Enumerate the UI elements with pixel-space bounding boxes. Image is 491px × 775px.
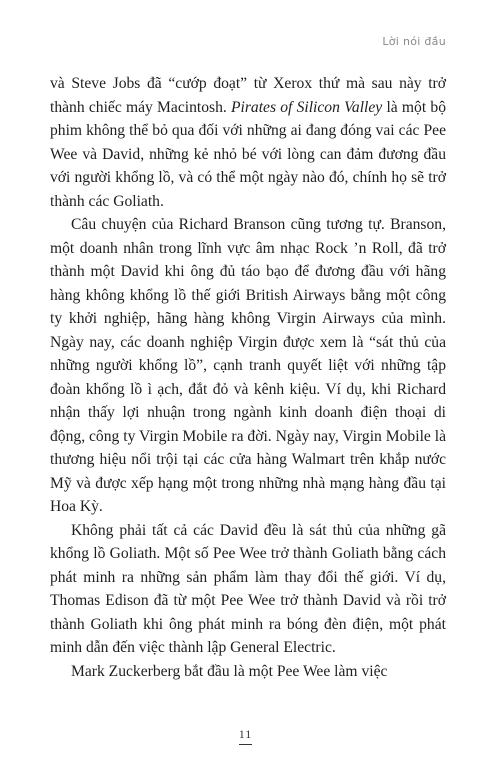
paragraph-1-text-start: và Steve Jobs đã “cướp đoạt” từ Xerox thứ mà sau này trở thành chiếc máy Macintosh.: [50, 75, 446, 116]
paragraph-3: Không phải tất cả các David đều là sát thủ của những gã khổng lồ Goliath. Một số Pee Wee trở thành Goliath bằng cách phát minh ra những sản phẩm làm thay đổi thế giới. Ví dụ, Thomas Edison đã từ một Pee Wee trở thành David và rồi trở thành Goliath khi ông phát minh ra bóng đèn điện, một phát minh dẫn đến việc thành lập General Electric.: [50, 521, 446, 656]
running-head: Lời nói đầu: [382, 35, 446, 48]
paragraph-2: Câu chuyện của Richard Branson cũng tương tự. Branson, một doanh nhân trong lĩnh vực âm nhạc Rock ’n Roll, đã trở thành một David khi ông đủ táo bạo để đương đầu với hãng hàng không khổng lồ thế giới British Airways bằng một công ty khởi nghiệp, hãng hàng không Virgin Airways của mình. Ngày nay, các doanh nghiệp Virgin được xem là “sát thủ của những người khổng lồ”, cạnh tranh quyết liệt với những tập đoàn khổng lồ ì ạch, đắt đỏ và kênh kiệu. Ví dụ, khi Richard nhận thấy lợi nhuận trong ngành kinh doanh điện thoại di động, công ty Virgin Mobile ra đời. Ngày nay, Virgin Mobile là thương hiệu nổi trội tại các cửa hàng Walmart trên khắp nước Mỹ và được xếp hạng một trong những nhà mạng hàng đầu tại Hoa Kỳ.: [50, 216, 446, 515]
page-number: [0, 727, 491, 745]
page-number-text: 11: [239, 727, 253, 745]
paragraph-4: Mark Zuckerberg bắt đầu là một Pee Wee làm việc: [71, 662, 388, 680]
paragraph-1-text-end: là một bộ phim không thể bỏ qua đối với những ai đang đóng vai các Pee Wee và David, những kẻ nhỏ bé với lòng can đảm đương đầu với người khổng lồ, và có thể một ngày nào đó, chính họ sẽ trở thành các Goliath.: [50, 98, 446, 210]
film-title: Pirates of Silicon Valley: [230, 98, 383, 116]
body-text: [50, 72, 446, 683]
paragraph-1: [50, 72, 446, 213]
